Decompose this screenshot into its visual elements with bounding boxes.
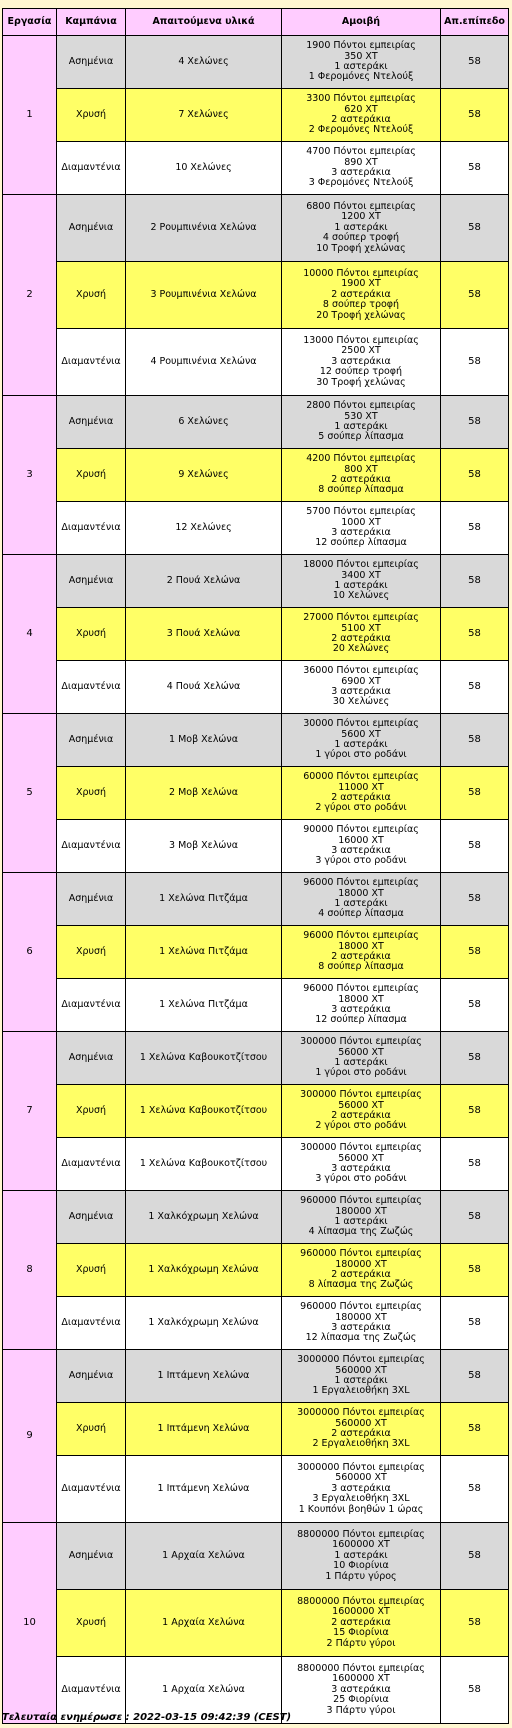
reward-line: 8 σούπερ λίπασμα xyxy=(318,484,404,496)
materials-cell: 9 Χελώνες xyxy=(126,449,282,502)
reward-line: 12 σούπερ λίπασμα xyxy=(315,537,407,549)
materials-cell: 2 Πουά Χελώνα xyxy=(126,555,282,608)
reward-cell xyxy=(282,89,441,142)
campaign-cell: Χρυσή xyxy=(57,767,126,820)
reward-line: 1000 ΧΤ xyxy=(341,516,381,528)
table-header-row xyxy=(3,9,509,36)
campaign-cell: Χρυσή xyxy=(57,1590,126,1657)
reward-cell xyxy=(282,661,441,714)
reward-line: 3 Φερομόνες Ντελούξ xyxy=(308,177,414,189)
reward-line: 10000 Πόντοι εμπειρίας xyxy=(303,267,419,279)
level-cell: 58 xyxy=(441,195,509,262)
level-cell: 58 xyxy=(441,714,509,767)
reward-line: 2 αστεράκια xyxy=(331,633,391,644)
campaign-cell: Διαμαντένια xyxy=(57,661,126,714)
reward-line: 180000 ΧΤ xyxy=(335,1311,387,1323)
materials-cell: 4 Ρουμπινένια Χελώνα xyxy=(126,329,282,396)
reward-line: 1 γύροι στο ροδάνι xyxy=(315,749,407,761)
reward-line: 60000 Πόντοι εμπειρίας xyxy=(303,771,419,783)
reward-line: 3 αστεράκια xyxy=(331,1163,391,1174)
level-cell: 58 xyxy=(441,873,509,926)
reward-line: 3 αστεράκια xyxy=(331,1482,391,1494)
reward-cell xyxy=(282,1191,441,1244)
campaign-cell: Ασημένια xyxy=(57,36,126,89)
reward-line: 2 Πάρτυ γύροι xyxy=(326,1637,396,1649)
campaign-cell: Διαμαντένια xyxy=(57,502,126,555)
materials-cell: 4 Πουά Χελώνα xyxy=(126,661,282,714)
table-row xyxy=(3,1456,509,1523)
reward-line: 1 αστεράκι xyxy=(334,898,388,909)
reward-line: 2 αστεράκια xyxy=(331,1269,391,1280)
task-number: 10 xyxy=(3,1523,57,1724)
reward-line: 3400 ΧΤ xyxy=(341,569,381,581)
campaign-cell: Χρυσή xyxy=(57,262,126,329)
reward-line: 2 γύροι στο ροδάνι xyxy=(315,802,407,814)
reward-line: 2 αστεράκια xyxy=(331,951,391,962)
task-number: 6 xyxy=(3,873,57,1032)
table-row xyxy=(3,89,509,142)
reward-line: 3000000 Πόντοι εμπειρίας xyxy=(297,1354,425,1366)
campaign-cell: Χρυσή xyxy=(57,608,126,661)
reward-line: 1600000 ΧΤ xyxy=(332,1673,390,1685)
reward-cell xyxy=(282,555,441,608)
campaign-cell: Χρυσή xyxy=(57,89,126,142)
reward-cell xyxy=(282,1403,441,1456)
reward-line: 2 αστεράκια xyxy=(331,1616,391,1628)
reward-line: 56000 ΧΤ xyxy=(338,1099,384,1111)
reward-line: 13000 Πόντοι εμπειρίας xyxy=(303,334,419,346)
materials-cell: 2 Ρουμπινένια Χελώνα xyxy=(126,195,282,262)
header-level: Απ.επίπεδο xyxy=(441,9,509,36)
reward-line: 18000 Πόντοι εμπειρίας xyxy=(303,559,419,571)
reward-cell xyxy=(282,502,441,555)
reward-line: 3 αστεράκια xyxy=(331,1004,391,1015)
reward-cell xyxy=(282,1456,441,1523)
reward-line: 3 αστεράκια xyxy=(331,1322,391,1333)
header-task: Εργασία xyxy=(3,9,57,36)
table-row xyxy=(3,449,509,502)
reward-cell xyxy=(282,714,441,767)
level-cell: 58 xyxy=(441,1138,509,1191)
table-row xyxy=(3,502,509,555)
reward-line: 1 Εργαλειοθήκη 3XL xyxy=(312,1385,410,1397)
campaign-cell: Διαμαντένια xyxy=(57,1657,126,1724)
campaign-cell: Ασημένια xyxy=(57,1350,126,1403)
level-cell: 58 xyxy=(441,661,509,714)
reward-line: 1 αστεράκι xyxy=(334,221,388,233)
materials-cell: 3 Μοβ Χελώνα xyxy=(126,820,282,873)
materials-cell: 1 Αρχαία Χελώνα xyxy=(126,1523,282,1590)
task-number: 4 xyxy=(3,555,57,714)
table-row xyxy=(3,714,509,767)
reward-line: 560000 ΧΤ xyxy=(335,1417,387,1429)
reward-line: 180000 ΧΤ xyxy=(335,1205,387,1217)
materials-cell: 1 Αρχαία Χελώνα xyxy=(126,1657,282,1724)
level-cell: 58 xyxy=(441,1657,509,1724)
reward-line: 1 αστεράκι xyxy=(334,580,388,591)
reward-cell xyxy=(282,979,441,1032)
level-cell: 58 xyxy=(441,449,509,502)
reward-line: 1 αστεράκι xyxy=(334,739,388,750)
reward-line: 3300 Πόντοι εμπειρίας xyxy=(306,93,416,105)
reward-line: 15 Φιορίνια xyxy=(333,1627,389,1639)
table-row xyxy=(3,661,509,714)
reward-line: 2 αστεράκια xyxy=(331,1428,391,1439)
level-cell: 58 xyxy=(441,1244,509,1297)
reward-line: 5 σούπερ λίπασμα xyxy=(318,431,404,443)
reward-cell xyxy=(282,396,441,449)
reward-line: 4 λίπασμα της Ζωζώς xyxy=(308,1226,414,1238)
reward-line: 18000 ΧΤ xyxy=(338,940,384,952)
reward-line: 1 Κουπόνι βοηθών 1 ώρας xyxy=(298,1503,424,1515)
campaign-cell: Χρυσή xyxy=(57,926,126,979)
header-materials: Απαιτούμενα υλικά xyxy=(126,9,282,36)
materials-cell: 1 Ιπτάμενη Χελώνα xyxy=(126,1456,282,1523)
header-campaign: Καμπάνια xyxy=(57,9,126,36)
reward-line: 3 αστεράκια xyxy=(331,1683,391,1695)
level-cell: 58 xyxy=(441,142,509,195)
reward-line: 27000 Πόντοι εμπειρίας xyxy=(303,612,419,624)
campaign-cell: Ασημένια xyxy=(57,555,126,608)
reward-line: 960000 Πόντοι εμπειρίας xyxy=(300,1195,422,1207)
reward-line: 18000 ΧΤ xyxy=(338,993,384,1005)
materials-cell: 1 Χελώνα Πιτζάμα xyxy=(126,979,282,1032)
materials-cell: 3 Ρουμπινένια Χελώνα xyxy=(126,262,282,329)
reward-line: 2 αστεράκια xyxy=(331,1110,391,1121)
table-row xyxy=(3,1191,509,1244)
reward-line: 6800 Πόντοι εμπειρίας xyxy=(306,200,416,212)
campaign-cell: Ασημένια xyxy=(57,1032,126,1085)
campaign-cell: Χρυσή xyxy=(57,449,126,502)
reward-line: 3000000 Πόντοι εμπειρίας xyxy=(297,1461,425,1473)
level-cell: 58 xyxy=(441,1523,509,1590)
reward-line: 4 σούπερ λίπασμα xyxy=(318,908,404,920)
materials-cell: 1 Χαλκόχρωμη Χελώνα xyxy=(126,1191,282,1244)
reward-line: 2500 ΧΤ xyxy=(341,345,381,357)
materials-cell: 4 Χελώνες xyxy=(126,36,282,89)
task-number: 7 xyxy=(3,1032,57,1191)
table-row xyxy=(3,820,509,873)
reward-line: 3 αστεράκια xyxy=(331,167,391,178)
table-row xyxy=(3,1403,509,1456)
reward-line: 8800000 Πόντοι εμπειρίας xyxy=(297,1662,425,1674)
reward-cell xyxy=(282,142,441,195)
reward-cell xyxy=(282,1138,441,1191)
table-row xyxy=(3,1032,509,1085)
level-cell: 58 xyxy=(441,89,509,142)
level-cell: 58 xyxy=(441,36,509,89)
reward-line: 1 αστεράκι xyxy=(334,1216,388,1227)
materials-cell: 1 Χελώνα Καβουκοτζίτσου xyxy=(126,1032,282,1085)
tasks-table xyxy=(2,8,509,1724)
table-row xyxy=(3,396,509,449)
materials-cell: 7 Χελώνες xyxy=(126,89,282,142)
reward-line: 12 λίπασμα της Ζωζώς xyxy=(305,1332,417,1344)
reward-cell xyxy=(282,873,441,926)
table-row xyxy=(3,1085,509,1138)
campaign-cell: Διαμαντένια xyxy=(57,1138,126,1191)
reward-cell xyxy=(282,1657,441,1724)
reward-line: 30 Χελώνες xyxy=(332,696,390,708)
reward-line: 10 Τροφή χελώνας xyxy=(316,242,406,254)
materials-cell: 1 Μοβ Χελώνα xyxy=(126,714,282,767)
reward-line: 56000 ΧΤ xyxy=(338,1046,384,1058)
task-number: 1 xyxy=(3,36,57,195)
table-row xyxy=(3,1138,509,1191)
reward-cell xyxy=(282,1085,441,1138)
campaign-cell: Ασημένια xyxy=(57,1523,126,1590)
reward-line: 25 Φιορίνια xyxy=(333,1694,389,1706)
reward-cell xyxy=(282,1244,441,1297)
level-cell: 58 xyxy=(441,767,509,820)
reward-line: 1900 ΧΤ xyxy=(341,278,381,290)
reward-line: 3 Εργαλειοθήκη 3XL xyxy=(312,1493,410,1505)
table-row xyxy=(3,979,509,1032)
reward-line: 3 αστεράκια xyxy=(331,527,391,538)
materials-cell: 1 Χελώνα Καβουκοτζίτσου xyxy=(126,1085,282,1138)
reward-line: 620 ΧΤ xyxy=(344,103,378,115)
reward-line: 5600 ΧΤ xyxy=(341,728,381,740)
reward-line: 1600000 ΧΤ xyxy=(332,1606,390,1618)
reward-line: 180000 ΧΤ xyxy=(335,1258,387,1270)
reward-line: 4 σούπερ τροφή xyxy=(322,232,400,244)
materials-cell: 12 Χελώνες xyxy=(126,502,282,555)
materials-cell: 1 Χαλκόχρωμη Χελώνα xyxy=(126,1297,282,1350)
reward-line: 3 Πάρτυ γύροι xyxy=(326,1704,396,1716)
reward-cell xyxy=(282,767,441,820)
reward-line: 96000 Πόντοι εμπειρίας xyxy=(303,983,419,995)
level-cell: 58 xyxy=(441,1456,509,1523)
table-row xyxy=(3,555,509,608)
reward-line: 960000 Πόντοι εμπειρίας xyxy=(300,1248,422,1260)
reward-line: 56000 ΧΤ xyxy=(338,1152,384,1164)
reward-line: 560000 ΧΤ xyxy=(335,1364,387,1376)
campaign-cell: Ασημένια xyxy=(57,714,126,767)
campaign-cell: Διαμαντένια xyxy=(57,820,126,873)
level-cell: 58 xyxy=(441,820,509,873)
reward-cell xyxy=(282,329,441,396)
reward-line: 2 αστεράκια xyxy=(331,288,391,300)
table-row xyxy=(3,1297,509,1350)
reward-line: 5700 Πόντοι εμπειρίας xyxy=(306,506,416,518)
reward-line: 11000 ΧΤ xyxy=(338,781,384,793)
table-row xyxy=(3,262,509,329)
level-cell: 58 xyxy=(441,926,509,979)
materials-cell: 1 Ιπτάμενη Χελώνα xyxy=(126,1403,282,1456)
reward-line: 36000 Πόντοι εμπειρίας xyxy=(303,665,419,677)
reward-line: 300000 Πόντοι εμπειρίας xyxy=(300,1089,422,1101)
reward-line: 10 Φιορίνια xyxy=(333,1560,389,1572)
table-row xyxy=(3,1350,509,1403)
reward-line: 8800000 Πόντοι εμπειρίας xyxy=(297,1528,425,1540)
reward-line: 30000 Πόντοι εμπειρίας xyxy=(303,718,419,730)
level-cell: 58 xyxy=(441,502,509,555)
materials-cell: 2 Μοβ Χελώνα xyxy=(126,767,282,820)
reward-cell xyxy=(282,36,441,89)
reward-line: 1600000 ΧΤ xyxy=(332,1539,390,1551)
materials-cell: 1 Αρχαία Χελώνα xyxy=(126,1590,282,1657)
task-number: 3 xyxy=(3,396,57,555)
table-row xyxy=(3,329,509,396)
reward-line: 3 γύροι στο ροδάνι xyxy=(315,855,407,867)
reward-line: 960000 Πόντοι εμπειρίας xyxy=(300,1301,422,1313)
reward-line: 1 αστεράκι xyxy=(334,1549,388,1561)
reward-line: 1200 ΧΤ xyxy=(341,211,381,223)
header-reward: Αμοιβή xyxy=(282,9,441,36)
reward-line: 1 Πάρτυ γύρος xyxy=(325,1570,397,1582)
task-number: 5 xyxy=(3,714,57,873)
reward-line: 1 Φερομόνες Ντελούξ xyxy=(308,71,414,83)
table-row xyxy=(3,1523,509,1590)
materials-cell: 1 Χελώνα Πιτζάμα xyxy=(126,873,282,926)
campaign-cell: Χρυσή xyxy=(57,1403,126,1456)
reward-line: 3 αστεράκια xyxy=(331,355,391,367)
reward-line: 300000 Πόντοι εμπειρίας xyxy=(300,1142,422,1154)
reward-cell xyxy=(282,1523,441,1590)
reward-cell xyxy=(282,195,441,262)
campaign-cell: Ασημένια xyxy=(57,396,126,449)
level-cell: 58 xyxy=(441,1350,509,1403)
reward-line: 3000000 Πόντοι εμπειρίας xyxy=(297,1407,425,1419)
campaign-cell: Διαμαντένια xyxy=(57,979,126,1032)
campaign-cell: Ασημένια xyxy=(57,1191,126,1244)
campaign-cell: Χρυσή xyxy=(57,1085,126,1138)
materials-cell: 10 Χελώνες xyxy=(126,142,282,195)
reward-line: 530 ΧΤ xyxy=(344,410,378,422)
last-updated: Τελευταία ενημέρωσε : 2022-03-15 09:42:39 (CEST) xyxy=(2,1712,292,1723)
reward-line: 5100 ΧΤ xyxy=(341,622,381,634)
reward-line: 2800 Πόντοι εμπειρίας xyxy=(306,400,416,412)
table-row xyxy=(3,926,509,979)
reward-line: 2 αστεράκια xyxy=(331,114,391,125)
materials-cell: 1 Ιπτάμενη Χελώνα xyxy=(126,1350,282,1403)
campaign-cell: Διαμαντένια xyxy=(57,1297,126,1350)
reward-cell xyxy=(282,1297,441,1350)
campaign-cell: Διαμαντένια xyxy=(57,142,126,195)
reward-cell xyxy=(282,820,441,873)
reward-line: 3 γύροι στο ροδάνι xyxy=(315,1173,407,1185)
reward-line: 1 αστεράκι xyxy=(334,421,388,432)
level-cell: 58 xyxy=(441,1191,509,1244)
reward-line: 20 Τροφή χελώνας xyxy=(316,309,406,321)
materials-cell: 1 Χελώνα Καβουκοτζίτσου xyxy=(126,1138,282,1191)
campaign-cell: Ασημένια xyxy=(57,195,126,262)
materials-cell: 3 Πουά Χελώνα xyxy=(126,608,282,661)
level-cell: 58 xyxy=(441,608,509,661)
table-row xyxy=(3,608,509,661)
campaign-cell: Χρυσή xyxy=(57,1244,126,1297)
reward-cell xyxy=(282,1350,441,1403)
materials-cell: 1 Χαλκόχρωμη Χελώνα xyxy=(126,1244,282,1297)
reward-cell xyxy=(282,608,441,661)
materials-cell: 6 Χελώνες xyxy=(126,396,282,449)
campaign-cell: Διαμαντένια xyxy=(57,329,126,396)
reward-line: 4700 Πόντοι εμπειρίας xyxy=(306,146,416,158)
level-cell: 58 xyxy=(441,1032,509,1085)
reward-line: 8800000 Πόντοι εμπειρίας xyxy=(297,1595,425,1607)
reward-line: 1 αστεράκι xyxy=(334,1375,388,1386)
table-row xyxy=(3,1590,509,1657)
table-row xyxy=(3,36,509,89)
reward-line: 560000 ΧΤ xyxy=(335,1472,387,1484)
reward-line: 96000 Πόντοι εμπειρίας xyxy=(303,930,419,942)
table-row xyxy=(3,1244,509,1297)
level-cell: 58 xyxy=(441,1085,509,1138)
reward-line: 2 αστεράκια xyxy=(331,792,391,803)
reward-line: 10 Χελώνες xyxy=(332,590,390,602)
reward-line: 1 αστεράκι xyxy=(334,61,388,72)
reward-line: 20 Χελώνες xyxy=(332,643,390,655)
level-cell: 58 xyxy=(441,262,509,329)
reward-line: 6900 ΧΤ xyxy=(341,675,381,687)
level-cell: 58 xyxy=(441,555,509,608)
reward-line: 1900 Πόντοι εμπειρίας xyxy=(306,40,416,52)
reward-line: 2 γύροι στο ροδάνι xyxy=(315,1120,407,1132)
reward-cell xyxy=(282,1590,441,1657)
reward-line: 8 λίπασμα της Ζωζώς xyxy=(308,1279,414,1291)
table-row xyxy=(3,873,509,926)
reward-line: 4200 Πόντοι εμπειρίας xyxy=(306,453,416,465)
level-cell: 58 xyxy=(441,329,509,396)
reward-line: 16000 ΧΤ xyxy=(338,834,384,846)
reward-line: 12 σούπερ λίπασμα xyxy=(315,1014,407,1026)
task-number: 9 xyxy=(3,1350,57,1523)
reward-line: 90000 Πόντοι εμπειρίας xyxy=(303,824,419,836)
reward-line: 3 αστεράκια xyxy=(331,686,391,697)
level-cell: 58 xyxy=(441,979,509,1032)
task-number: 8 xyxy=(3,1191,57,1350)
table-row xyxy=(3,767,509,820)
reward-line: 1 αστεράκι xyxy=(334,1057,388,1068)
table-body xyxy=(3,36,509,1724)
reward-line: 890 ΧΤ xyxy=(344,156,378,168)
reward-cell xyxy=(282,449,441,502)
table-row xyxy=(3,195,509,262)
reward-line: 18000 ΧΤ xyxy=(338,887,384,899)
campaign-cell: Διαμαντένια xyxy=(57,1456,126,1523)
reward-line: 8 σούπερ τροφή xyxy=(322,299,400,311)
reward-line: 96000 Πόντοι εμπειρίας xyxy=(303,877,419,889)
reward-line: 12 σούπερ τροφή xyxy=(319,366,403,378)
reward-line: 2 αστεράκια xyxy=(331,474,391,485)
reward-line: 800 ΧΤ xyxy=(344,463,378,475)
level-cell: 58 xyxy=(441,1590,509,1657)
reward-line: 3 αστεράκια xyxy=(331,845,391,856)
table-row xyxy=(3,142,509,195)
level-cell: 58 xyxy=(441,1403,509,1456)
reward-cell xyxy=(282,262,441,329)
level-cell: 58 xyxy=(441,1297,509,1350)
reward-line: 1 γύροι στο ροδάνι xyxy=(315,1067,407,1079)
task-number: 2 xyxy=(3,195,57,396)
reward-line: 30 Τροφή χελώνας xyxy=(316,376,406,388)
reward-line: 350 ΧΤ xyxy=(344,50,378,62)
reward-line: 8 σούπερ λίπασμα xyxy=(318,961,404,973)
campaign-cell: Ασημένια xyxy=(57,873,126,926)
reward-line: 300000 Πόντοι εμπειρίας xyxy=(300,1036,422,1048)
reward-cell xyxy=(282,1032,441,1085)
materials-cell: 1 Χελώνα Πιτζάμα xyxy=(126,926,282,979)
level-cell: 58 xyxy=(441,396,509,449)
reward-line: 2 Εργαλειοθήκη 3XL xyxy=(312,1438,410,1450)
reward-line: 2 Φερομόνες Ντελούξ xyxy=(308,124,414,136)
reward-cell xyxy=(282,926,441,979)
